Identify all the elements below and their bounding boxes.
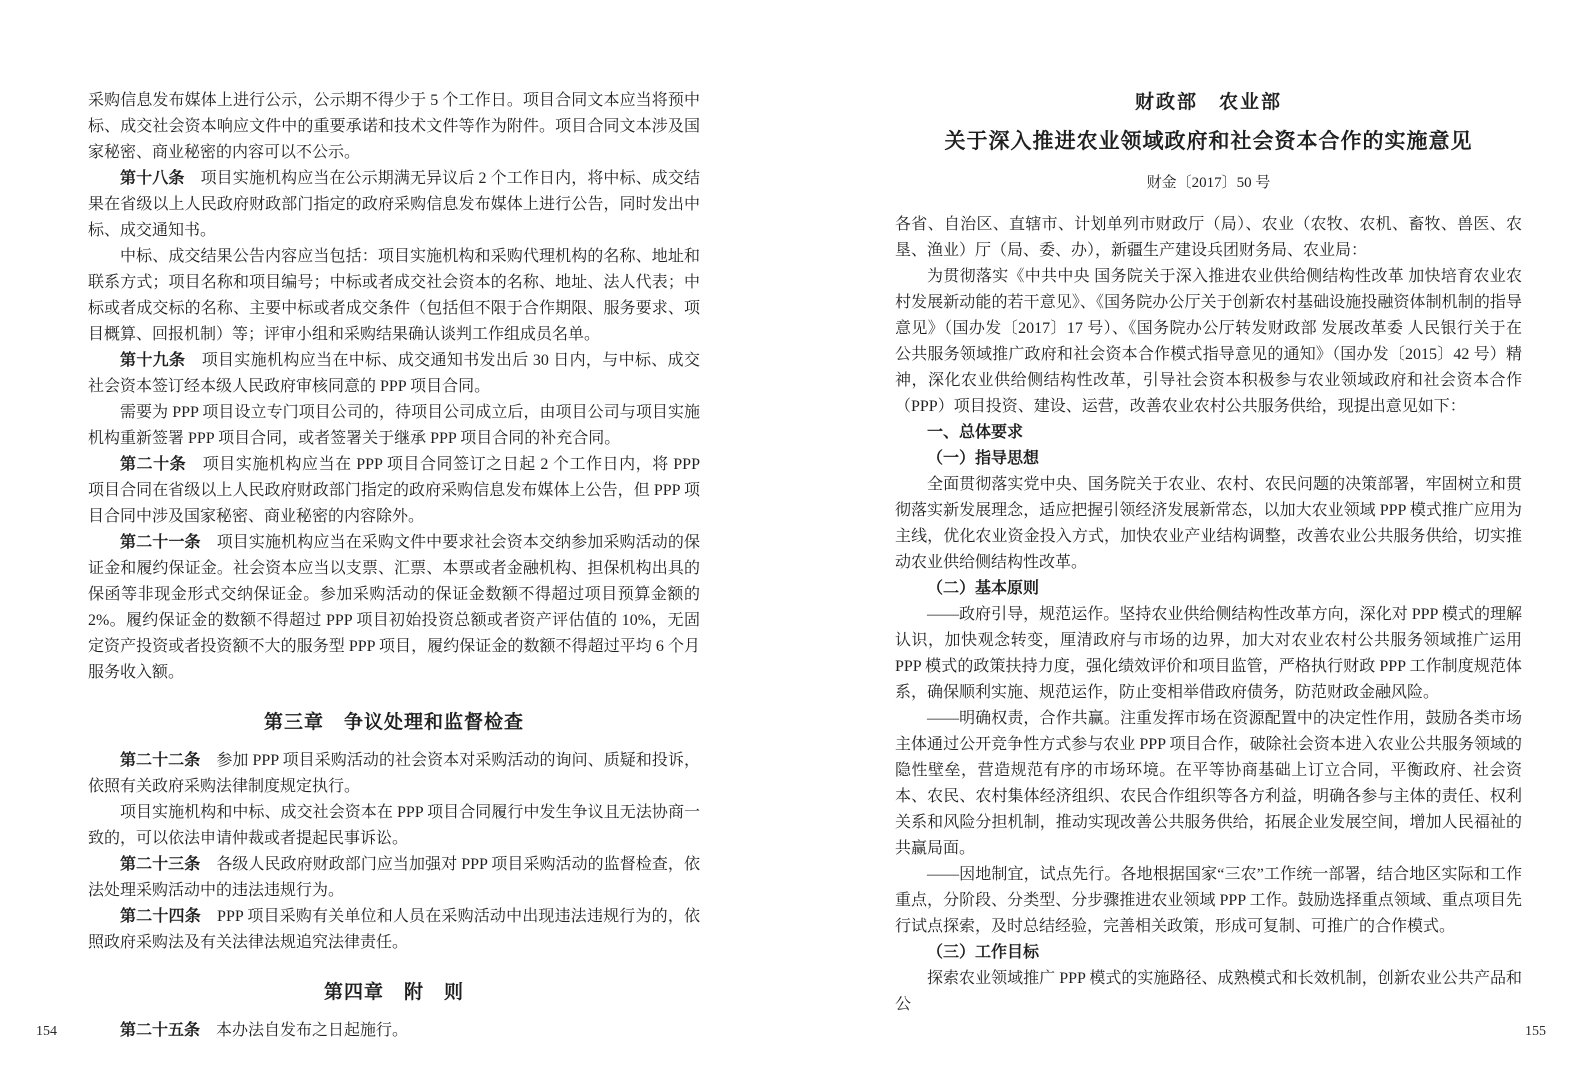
article-number: 第二十条 [120,456,187,473]
article-number: 第二十五条 [120,1022,201,1039]
paragraph: 采购信息发布媒体上进行公示，公示期不得少于 5 个工作日。项目合同文本应当将预中标、成交社会资本响应文件中的重要承诺和技术文件等作为附件。项目合同文本涉及国家秘密、商业秘密的内容可以不公示。 [88,92,700,161]
paragraph: 第二十二条 参加 PPP 项目采购活动的社会资本对采购活动的询问、质疑和投诉，依照有关政府采购法律制度规定执行。 [88,752,700,795]
page-number-right: 155 [1525,1024,1546,1039]
paragraph: 第二十条 项目实施机构应当在 PPP 项目合同签订之日起 2 个工作日内，将 PPP 项目合同在省级以上人民政府财政部门指定的政府采购信息发布媒体上公告，但 PPP 项目合同中涉及国家秘密、商业秘密的内容除外。 [88,456,700,525]
paragraph: 第二十一条 项目实施机构应当在采购文件中要求社会资本交纳参加采购活动的保证金和履约保证金。社会资本应当以支票、汇票、本票或者金融机构、担保机构出具的保函等非现金形式交纳保证金。参加采购活动的保证金数额不得超过项目预算金额的 2%。履约保证金的数额不得超过 PPP 项目初始投资总额或者资产评估值的 10%，无固定资产投资或者投资额不大的服务型 PPP 项目，履约保证金的数额不得超过平均 6 个月服务收入额。 [88,534,700,681]
paragraph: 需要为 PPP 项目设立专门项目公司的，待项目公司成立后，由项目公司与项目实施机构重新签署 PPP 项目合同，或者签署关于继承 PPP 项目合同的补充合同。 [88,404,700,447]
page-154 [36,0,700,1077]
paragraph: 全面贯彻落实党中央、国务院关于农业、农村、农民问题的决策部署，牢固树立和贯彻落实新发展理念，适应把握引领经济发展新常态，以加大农业领域 PPP 模式推广应用为主线，优化农业资金投入方式，加快农业产业结构调整，改善农业公共服务供给，切实推动农业供给侧结构性改革。 [895,476,1522,571]
paragraph: 探索农业领域推广 PPP 模式的实施路径、成熟模式和长效机制，创新农业公共产品和公 [895,970,1522,1013]
document-header [895,88,1522,194]
article-number: 第二十四条 [120,908,201,925]
section-heading: （二）基本原则 [927,580,1040,597]
page-155-content [895,212,1522,1018]
article-number: 第二十三条 [120,856,201,873]
paragraph: 第二十四条 PPP 项目采购有关单位和人员在采购活动中出现违法违规行为的，依照政府采购法及有关法律法规追究法律责任。 [88,908,700,951]
chapter-heading: 第三章 争议处理和监督检查 [263,712,524,733]
paragraph: 中标、成交结果公告内容应当包括：项目实施机构和采购代理机构的名称、地址和联系方式；项目名称和项目编号；中标或者成交社会资本的名称、地址、法人代表；中标或者成交标的名称、主要中标或者成交条件（包括但不限于合作期限、服务要求、项目概算、回报机制）等；评审小组和采购结果确认谈判工作组成员名单。 [88,248,700,343]
page-155 [895,0,1546,1077]
page-154-content [88,88,700,1044]
paragraph: ——因地制宜，试点先行。各地根据国家“三农”工作统一部署，结合地区实际和工作重点，分阶段、分类型、分步骤推进农业领域 PPP 工作。鼓励选择重点领域、重点项目先行试点探索，及时总结经验，完善相关政策，形成可复制、可推广的合作模式。 [895,866,1522,935]
article-number: 第十九条 [120,352,186,369]
section-heading: （三）工作目标 [927,944,1040,961]
section-heading: （一）指导思想 [927,450,1040,467]
chapter-heading: 第四章 附 则 [323,982,464,1003]
paragraph: 第十八条 项目实施机构应当在公示期满无异议后 2 个工作日内，将中标、成交结果在省级以上人民政府财政部门指定的政府采购信息发布媒体上进行公告，同时发出中标、成交通知书。 [88,170,700,239]
article-number: 第二十一条 [120,534,201,551]
section-heading: 一、总体要求 [927,424,1024,441]
paragraph: 第二十三条 各级人民政府财政部门应当加强对 PPP 项目采购活动的监督检查，依法处理采购活动中的违法违规行为。 [88,856,700,899]
document-title: 关于深入推进农业领域政府和社会资本合作的实施意见 [944,129,1473,153]
document-number: 财金〔2017〕50 号 [1146,175,1271,191]
paragraph: 第十九条 项目实施机构应当在中标、成交通知书发出后 30 日内，与中标、成交社会资本签订经本级人民政府审核同意的 PPP 项目合同。 [88,352,700,395]
paragraph: 第二十五条 本办法自发布之日起施行。 [120,1022,409,1039]
page-number-left: 154 [36,1024,57,1039]
paragraph: 项目实施机构和中标、成交社会资本在 PPP 项目合同履行中发生争议且无法协商一致的，可以依法申请仲裁或者提起民事诉讼。 [88,804,700,847]
paragraph: ——政府引导，规范运作。坚持农业供给侧结构性改革方向，深化对 PPP 模式的理解认识，加快观念转变，厘清政府与市场的边界，加大对农业农村公共服务领域推广运用 PPP 模式的政策扶持力度，强化绩效评价和项目监管，严格执行财政 PPP 工作制度规范体系，确保顺利实施、规范运作，防止变相举借政府债务，防范财政金融风险。 [895,606,1522,701]
article-number: 第十八条 [120,170,185,187]
document-authority-line: 财政部 农业部 [1134,92,1282,113]
paragraph: ——明确权责，合作共赢。注重发挥市场在资源配置中的决定性作用，鼓励各类市场主体通过公开竞争性方式参与农业 PPP 项目合作，破除社会资本进入农业公共服务领域的隐性壁垒，营造规范有序的市场环境。在平等协商基础上订立合同，平衡政府、社会资本、农民、农村集体经济组织、农民合作组织等各方利益，明确各参与主体的责任、权利关系和风险分担机制，推动实现改善公共服务供给，拓展企业发展空间，增加人民福祉的共赢局面。 [895,710,1522,857]
paragraph: 各省、自治区、直辖市、计划单列市财政厅（局）、农业（农牧、农机、畜牧、兽医、农垦、渔业）厅（局、委、办），新疆生产建设兵团财务局、农业局： [895,216,1522,259]
paragraph: 为贯彻落实《中共中央 国务院关于深入推进农业供给侧结构性改革 加快培育农业农村发展新动能的若干意见》、《国务院办公厅关于创新农村基础设施投融资体制机制的指导意见》（国办发〔2017〕17 号）、《国务院办公厅转发财政部 发展改革委 人民银行关于在公共服务领域推广政府和社会资本合作模式指导意见的通知》（国办发〔2015〕42 号）精神，深化农业供给侧结构性改革，引导社会资本积极参与农业领域政府和社会资本合作（PPP）项目投资、建设、运营，改善农业农村公共服务供给，现提出意见如下： [895,268,1522,415]
article-number: 第二十二条 [120,752,201,769]
